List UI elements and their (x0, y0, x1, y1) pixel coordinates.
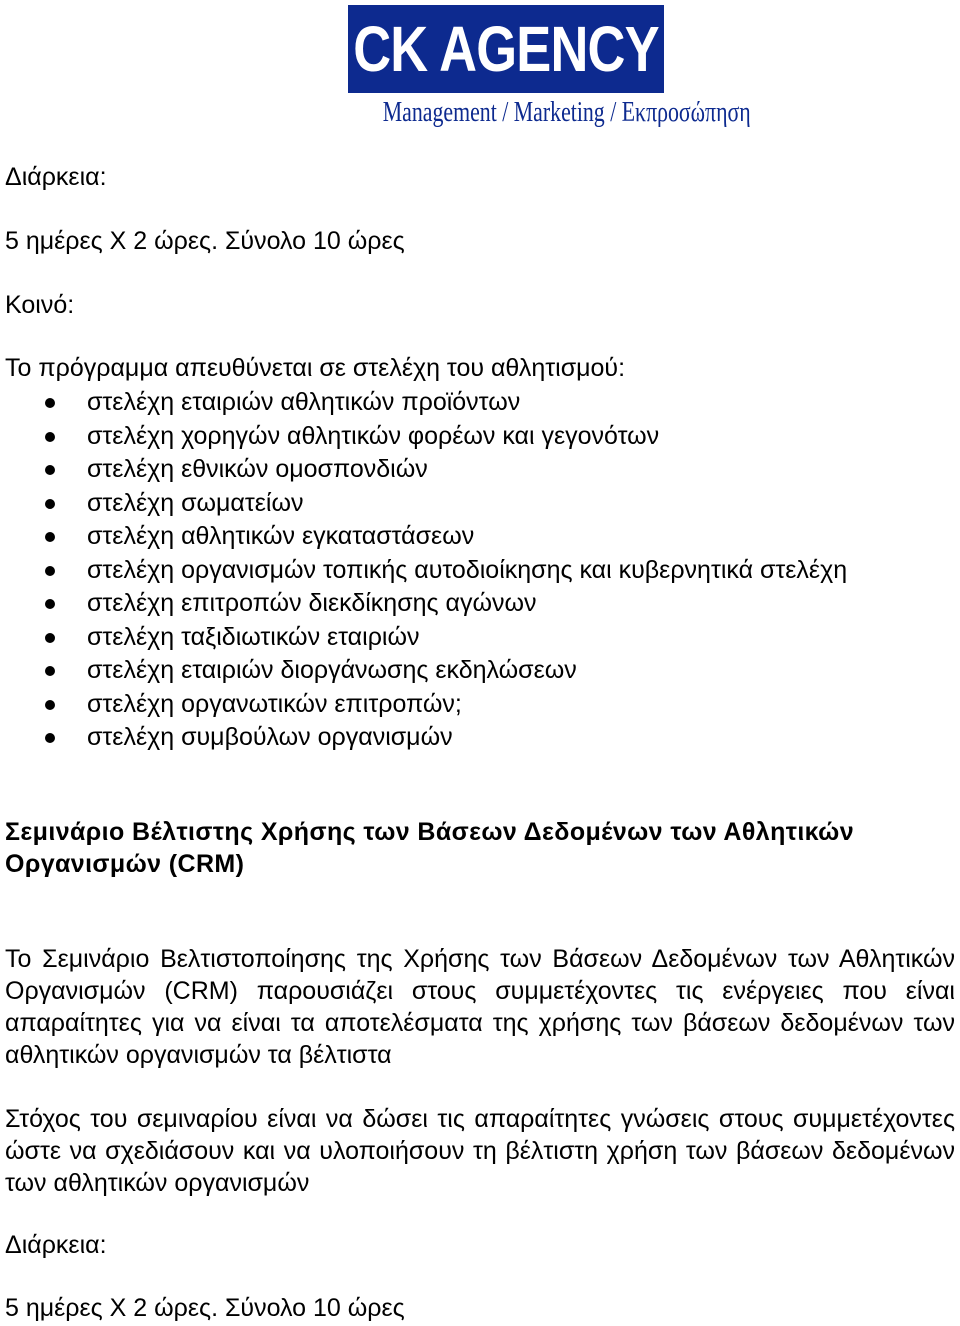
list-item (0, 453, 847, 487)
list-item (0, 386, 847, 420)
list-item (0, 621, 847, 655)
list-item-text: στελέχη οργανωτικών επιτροπών; (87, 689, 462, 718)
duration-label-bottom: Διάρκεια: (5, 1231, 107, 1259)
list-item-text: στελέχη εθνικών ομοσπονδιών (87, 455, 428, 483)
bullet-icon (45, 499, 55, 509)
duration-value: 5 ημέρες Χ 2 ώρες. Σύνολο 10 ώρες (5, 227, 405, 255)
seminar-title-line-1: Σεμινάριο Βέλτιστης Χρήσης των Βάσεων Δεδομένων των Αθλητικών (5, 818, 855, 846)
seminar-description: Το Σεμινάριο Βελτιστοποίησης της Χρήσης των Βάσεων Δεδομένων των Αθλητικών Οργανισμών (CRM) παρουσιάζει στους συμμετέχοντες τις ενέργειες που είναι απαραίτητες για να είναι τα αποτελέσματα της χρήσης των βάσεων δεδομένων των αθλητικών οργανισμών τα βέλτιστα (5, 945, 955, 1069)
list-item (0, 520, 847, 554)
bullet-icon (45, 733, 55, 743)
logo-subtitle: Management / Marketing / Εκπροσώπηση (382, 97, 751, 128)
list-item (0, 420, 847, 454)
list-item-text: στελέχη εταιριών διοργάνωσης εκδηλώσεων (87, 656, 577, 684)
list-item (0, 554, 847, 588)
list-item-text: στελέχη οργανισμών τοπικής αυτοδιοίκησης και κυβερνητικά στελέχη (87, 555, 848, 584)
bullet-icon (45, 432, 55, 442)
list-item-text: στελέχη συμβούλων οργανισμών (87, 723, 453, 751)
list-item-text: στελέχη αθλητικών εγκαταστάσεων (87, 522, 475, 550)
list-item-text: στελέχη σωματείων (87, 488, 304, 517)
list-item (0, 721, 847, 755)
list-item-text: στελέχη εταιριών αθλητικών προϊόντων (87, 388, 521, 416)
bullet-icon (45, 700, 55, 710)
list-item (0, 587, 847, 621)
list-item (0, 688, 847, 722)
list-item (0, 654, 847, 688)
bullet-icon (45, 532, 55, 542)
duration-value-bottom: 5 ημέρες Χ 2 ώρες. Σύνολο 10 ώρες (5, 1294, 405, 1322)
duration-label: Διάρκεια: (5, 163, 107, 191)
seminar-title-line-2: Οργανισμών (CRM) (5, 850, 245, 878)
bullet-icon (45, 666, 55, 676)
bullet-icon (45, 398, 55, 408)
bullet-icon (45, 465, 55, 475)
ck-agency-logo (348, 5, 751, 130)
bullet-icon (45, 599, 55, 609)
list-item-text: στελέχη επιτροπών διεκδίκησης αγώνων (87, 589, 537, 617)
audience-intro: Το πρόγραμμα απευθύνεται σε στελέχη του αθλητισμού: (5, 354, 626, 382)
list-item-text: στελέχη ταξιδιωτικών εταιριών (87, 622, 420, 651)
audience-label: Κοινό: (5, 291, 75, 319)
seminar-goal: Στόχος του σεμιναρίου είναι να δώσει τις απαραίτητες γνώσεις στους συμμετέχοντες ώστε να σχεδιάσουν και να υλοποιήσουν τη βέλτιστη χρήση των βάσεων δεδομένων των αθλητικών οργανισμών (5, 1105, 955, 1197)
list-item (0, 487, 847, 521)
audience-list (0, 386, 847, 755)
bullet-icon (45, 566, 55, 576)
list-item-text: στελέχη χορηγών αθλητικών φορέων και γεγονότων (87, 421, 660, 450)
logo-title: CK AGENCY (353, 13, 659, 85)
bullet-icon (45, 633, 55, 643)
